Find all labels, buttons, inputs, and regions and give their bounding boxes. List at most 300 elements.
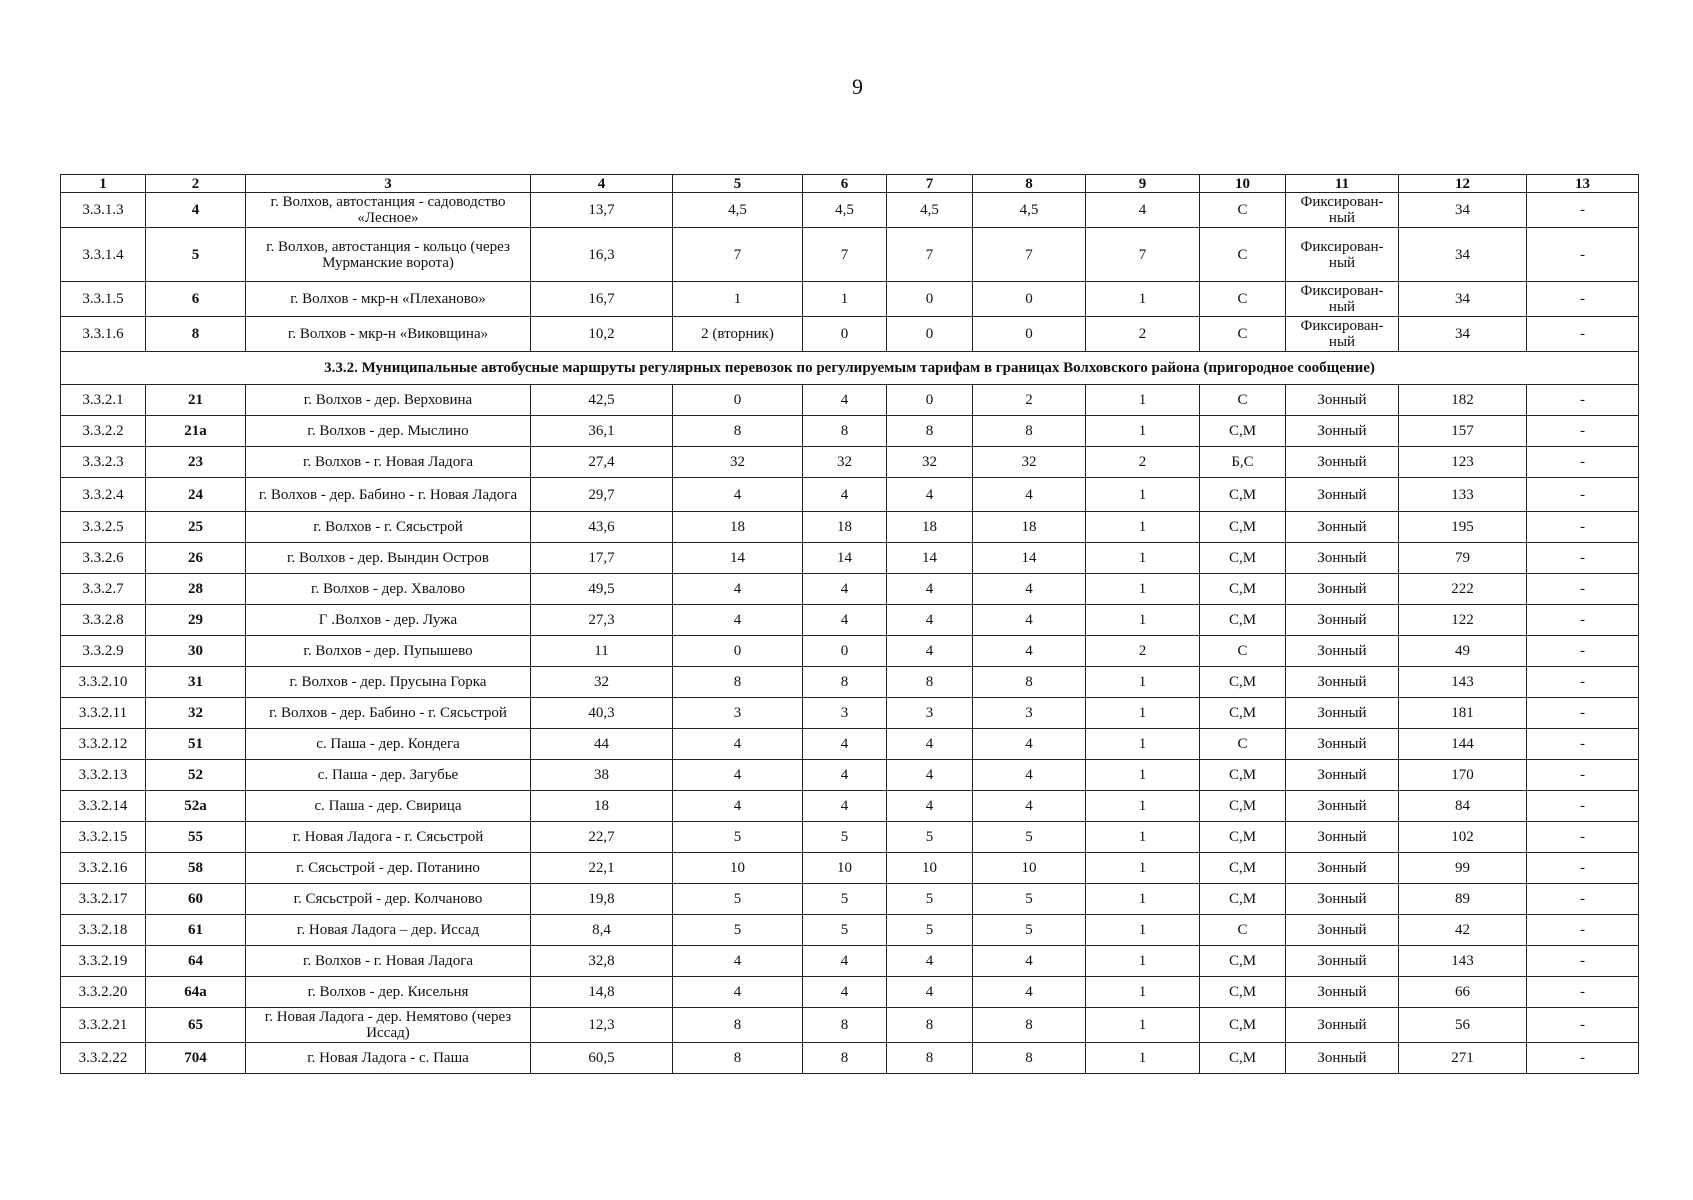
table-cell: 157 <box>1399 416 1527 447</box>
table-cell: 5 <box>673 884 803 915</box>
table-cell: 4,5 <box>887 193 973 228</box>
table-cell: 1 <box>1086 698 1200 729</box>
table-cell: г. Волхов - г. Новая Ладога <box>246 946 531 977</box>
table-cell: 4 <box>973 977 1086 1008</box>
table-row <box>61 698 1639 729</box>
table-cell: г. Волхов - мкр-н «Виковщина» <box>246 317 531 352</box>
table-cell: 5 <box>973 884 1086 915</box>
table-cell: 1 <box>1086 416 1200 447</box>
table-cell: 0 <box>803 317 887 352</box>
table-cell: 23 <box>146 447 246 478</box>
table-cell: С <box>1200 636 1286 667</box>
table-cell: Зонный <box>1286 512 1399 543</box>
table-cell: - <box>1527 543 1639 574</box>
table-cell: 32 <box>531 667 673 698</box>
table-cell: 122 <box>1399 605 1527 636</box>
table-cell: г. Волхов - дер. Кисельня <box>246 977 531 1008</box>
table-cell: 3.3.2.19 <box>61 946 146 977</box>
table-cell: 25 <box>146 512 246 543</box>
table-cell: 1 <box>1086 478 1200 512</box>
table-cell: 3 <box>973 698 1086 729</box>
table-cell: 8 <box>673 667 803 698</box>
table-cell: 4 <box>673 760 803 791</box>
table-cell: 89 <box>1399 884 1527 915</box>
table-cell: - <box>1527 1043 1639 1074</box>
table-cell: С <box>1200 282 1286 317</box>
table-cell: 5 <box>803 884 887 915</box>
table-cell: 0 <box>887 282 973 317</box>
table-cell: 18 <box>673 512 803 543</box>
table-cell: 29 <box>146 605 246 636</box>
table-cell: 3.3.1.4 <box>61 228 146 282</box>
table-cell: г. Новая Ладога – дер. Иссад <box>246 915 531 946</box>
table-cell: 5 <box>146 228 246 282</box>
table-cell: С,М <box>1200 605 1286 636</box>
table-row <box>61 543 1639 574</box>
table-cell: Зонный <box>1286 605 1399 636</box>
table-row <box>61 729 1639 760</box>
table-cell: 0 <box>973 282 1086 317</box>
table-cell: 4 <box>803 946 887 977</box>
table-cell: 34 <box>1399 228 1527 282</box>
table-cell: Зонный <box>1286 760 1399 791</box>
table-cell: 10 <box>973 853 1086 884</box>
table-cell: 4 <box>973 729 1086 760</box>
table-cell: 3.3.2.11 <box>61 698 146 729</box>
table-cell: 2 <box>973 385 1086 416</box>
table-cell: 0 <box>673 385 803 416</box>
table-cell: 8 <box>973 1008 1086 1043</box>
table-cell: г. Волхов - г. Сясьстрой <box>246 512 531 543</box>
table-cell: с. Паша - дер. Загубье <box>246 760 531 791</box>
table-cell: 40,3 <box>531 698 673 729</box>
table-cell: 4,5 <box>973 193 1086 228</box>
table-cell: 55 <box>146 822 246 853</box>
table-cell: 34 <box>1399 193 1527 228</box>
table-cell: 3.3.2.10 <box>61 667 146 698</box>
table-cell: 4 <box>803 791 887 822</box>
table-cell: 1 <box>1086 282 1200 317</box>
table-row <box>61 667 1639 698</box>
table-cell: Зонный <box>1286 791 1399 822</box>
table-cell: г. Волхов - дер. Бабино - г. Новая Ладога <box>246 478 531 512</box>
table-cell: 6 <box>146 282 246 317</box>
table-cell: 7 <box>1086 228 1200 282</box>
table-cell: С,М <box>1200 946 1286 977</box>
table-cell: 3.3.1.5 <box>61 282 146 317</box>
table-cell: 0 <box>973 317 1086 352</box>
table-cell: - <box>1527 416 1639 447</box>
table-cell: г. Сясьстрой - дер. Колчаново <box>246 884 531 915</box>
table-cell: 8 <box>673 1008 803 1043</box>
table-cell: 27,4 <box>531 447 673 478</box>
table-cell: 195 <box>1399 512 1527 543</box>
table-row <box>61 1008 1639 1043</box>
table-cell: 4 <box>1086 193 1200 228</box>
table-cell: - <box>1527 447 1639 478</box>
table-cell: Зонный <box>1286 416 1399 447</box>
table-cell: - <box>1527 977 1639 1008</box>
table-cell: 8 <box>803 1008 887 1043</box>
table-cell: 1 <box>1086 853 1200 884</box>
table-cell: 7 <box>803 228 887 282</box>
table-cell: 5 <box>973 915 1086 946</box>
table-cell: 79 <box>1399 543 1527 574</box>
table-cell: 12,3 <box>531 1008 673 1043</box>
table-cell: - <box>1527 385 1639 416</box>
table-cell: 1 <box>1086 915 1200 946</box>
table-cell: 3.3.2.14 <box>61 791 146 822</box>
table-cell: 49 <box>1399 636 1527 667</box>
table-cell: 4 <box>673 977 803 1008</box>
section-heading: 3.3.2. Муниципальные автобусные маршруты регулярных перевозок по регулируемым тарифам в границах Волховского района (пригородное сообщение) <box>61 352 1639 385</box>
table-cell: 4 <box>887 791 973 822</box>
table-cell: 1 <box>1086 385 1200 416</box>
table-cell: Зонный <box>1286 915 1399 946</box>
table-row <box>61 385 1639 416</box>
table-cell: 4 <box>973 946 1086 977</box>
table-cell: Фиксирован-ный <box>1286 282 1399 317</box>
table-cell: 5 <box>803 915 887 946</box>
table-cell: С,М <box>1200 416 1286 447</box>
table-cell: 1 <box>1086 946 1200 977</box>
table-cell: г. Волхов - дер. Пупышево <box>246 636 531 667</box>
table-cell: 18 <box>887 512 973 543</box>
table-cell: - <box>1527 478 1639 512</box>
column-header: 10 <box>1200 175 1286 193</box>
routes-table <box>60 174 1639 1074</box>
table-cell: Фиксирован-ный <box>1286 228 1399 282</box>
table-cell: Зонный <box>1286 543 1399 574</box>
table-cell: 8,4 <box>531 915 673 946</box>
table-cell: 4 <box>973 478 1086 512</box>
table-cell: 4 <box>803 977 887 1008</box>
table-cell: 4 <box>803 760 887 791</box>
table-row <box>61 915 1639 946</box>
table-cell: С,М <box>1200 1008 1286 1043</box>
table-cell: С,М <box>1200 977 1286 1008</box>
table-cell: 144 <box>1399 729 1527 760</box>
table-cell: - <box>1527 946 1639 977</box>
table-cell: 27,3 <box>531 605 673 636</box>
table-cell: 16,3 <box>531 228 673 282</box>
table-cell: 52 <box>146 760 246 791</box>
table-cell: С,М <box>1200 543 1286 574</box>
column-header: 9 <box>1086 175 1200 193</box>
table-cell: 31 <box>146 667 246 698</box>
column-header: 12 <box>1399 175 1527 193</box>
table-cell: 21 <box>146 385 246 416</box>
table-cell: 4 <box>803 385 887 416</box>
table-cell: 26 <box>146 543 246 574</box>
table-cell: 0 <box>887 385 973 416</box>
table-cell: 19,8 <box>531 884 673 915</box>
table-cell: 143 <box>1399 667 1527 698</box>
table-cell: 3 <box>803 698 887 729</box>
table-cell: - <box>1527 193 1639 228</box>
table-cell: 14,8 <box>531 977 673 1008</box>
table-cell: С,М <box>1200 822 1286 853</box>
table-cell: 14 <box>973 543 1086 574</box>
table-cell: 21а <box>146 416 246 447</box>
table-cell: Зонный <box>1286 1008 1399 1043</box>
table-cell: 2 <box>1086 447 1200 478</box>
table-cell: С,М <box>1200 884 1286 915</box>
table-cell: 4 <box>973 605 1086 636</box>
table-cell: - <box>1527 605 1639 636</box>
table-cell: - <box>1527 282 1639 317</box>
table-cell: 5 <box>673 822 803 853</box>
table-row <box>61 946 1639 977</box>
table-cell: 0 <box>673 636 803 667</box>
table-cell: - <box>1527 729 1639 760</box>
table-cell: 1 <box>1086 791 1200 822</box>
table-cell: 14 <box>673 543 803 574</box>
table-cell: С,М <box>1200 791 1286 822</box>
table-cell: - <box>1527 698 1639 729</box>
table-cell: 3.3.2.9 <box>61 636 146 667</box>
table-cell: Зонный <box>1286 884 1399 915</box>
table-cell: 704 <box>146 1043 246 1074</box>
table-cell: Зонный <box>1286 447 1399 478</box>
table-row <box>61 1043 1639 1074</box>
table-cell: 51 <box>146 729 246 760</box>
table-cell: 4 <box>887 977 973 1008</box>
table-cell: С,М <box>1200 698 1286 729</box>
table-cell: 1 <box>673 282 803 317</box>
table-cell: - <box>1527 822 1639 853</box>
table-row <box>61 884 1639 915</box>
table-cell: 3.3.1.3 <box>61 193 146 228</box>
table-cell: С,М <box>1200 667 1286 698</box>
table-cell: 1 <box>1086 884 1200 915</box>
table-cell: 8 <box>887 416 973 447</box>
table-cell: 3.3.2.20 <box>61 977 146 1008</box>
table-cell: 8 <box>803 667 887 698</box>
table-cell: 32 <box>973 447 1086 478</box>
table-cell: 3.3.2.4 <box>61 478 146 512</box>
table-cell: - <box>1527 228 1639 282</box>
table-cell: 3 <box>887 698 973 729</box>
table-cell: г. Волхов - дер. Мыслино <box>246 416 531 447</box>
table-cell: 1 <box>803 282 887 317</box>
table-cell: 8 <box>887 1008 973 1043</box>
table-cell: 10 <box>673 853 803 884</box>
table-cell: С,М <box>1200 1043 1286 1074</box>
table-cell: 38 <box>531 760 673 791</box>
table-cell: 18 <box>973 512 1086 543</box>
table-cell: 32 <box>803 447 887 478</box>
table-cell: г. Сясьстрой - дер. Потанино <box>246 853 531 884</box>
table-cell: 64а <box>146 977 246 1008</box>
table-cell: 4 <box>973 574 1086 605</box>
table-cell: 0 <box>887 317 973 352</box>
table-cell: 36,1 <box>531 416 673 447</box>
table-cell: - <box>1527 1008 1639 1043</box>
table-cell: 30 <box>146 636 246 667</box>
table-cell: Фиксирован-ный <box>1286 193 1399 228</box>
table-cell: 8 <box>673 416 803 447</box>
column-header: 11 <box>1286 175 1399 193</box>
table-row <box>61 760 1639 791</box>
table-cell: 8 <box>803 416 887 447</box>
table-cell: С <box>1200 385 1286 416</box>
table-cell: г. Волхов - мкр-н «Плеханово» <box>246 282 531 317</box>
table-cell: 52а <box>146 791 246 822</box>
table-cell: 44 <box>531 729 673 760</box>
table-cell: 8 <box>146 317 246 352</box>
table-cell: 5 <box>887 822 973 853</box>
table-cell: 3.3.2.5 <box>61 512 146 543</box>
table-cell: 8 <box>973 667 1086 698</box>
table-cell: 17,7 <box>531 543 673 574</box>
table-cell: 3.3.2.16 <box>61 853 146 884</box>
table-row <box>61 636 1639 667</box>
table-cell: 4,5 <box>673 193 803 228</box>
table-cell: 3.3.2.22 <box>61 1043 146 1074</box>
table-cell: 4 <box>673 791 803 822</box>
page-number: 9 <box>852 74 863 99</box>
table-cell: Зонный <box>1286 698 1399 729</box>
table-cell: С,М <box>1200 478 1286 512</box>
table-cell: - <box>1527 760 1639 791</box>
table-cell: 8 <box>887 1043 973 1074</box>
table-cell: 4 <box>973 760 1086 791</box>
table-cell: С <box>1200 317 1286 352</box>
table-cell: 4 <box>973 791 1086 822</box>
column-header: 1 <box>61 175 146 193</box>
table-cell: 4 <box>887 946 973 977</box>
table-cell: С,М <box>1200 760 1286 791</box>
table-cell: 1 <box>1086 512 1200 543</box>
table-cell: 32,8 <box>531 946 673 977</box>
table-cell: 4 <box>673 574 803 605</box>
table-header-row <box>61 175 1639 193</box>
table-row <box>61 193 1639 228</box>
table-cell: 222 <box>1399 574 1527 605</box>
table-cell: С <box>1200 915 1286 946</box>
table-cell: 4 <box>803 729 887 760</box>
table-cell: - <box>1527 636 1639 667</box>
table-cell: с. Паша - дер. Кондега <box>246 729 531 760</box>
table-cell: г. Новая Ладога - г. Сясьстрой <box>246 822 531 853</box>
table-cell: 3.3.2.13 <box>61 760 146 791</box>
table-cell: 99 <box>1399 853 1527 884</box>
table-cell: 4 <box>803 574 887 605</box>
table-cell: 32 <box>887 447 973 478</box>
table-cell: 2 <box>1086 317 1200 352</box>
table-cell: 7 <box>887 228 973 282</box>
table-row <box>61 574 1639 605</box>
table-cell: 102 <box>1399 822 1527 853</box>
table-cell: 5 <box>673 915 803 946</box>
table-cell: 3.3.2.6 <box>61 543 146 574</box>
table-cell: 4 <box>887 574 973 605</box>
table-cell: - <box>1527 915 1639 946</box>
table-cell: 4 <box>146 193 246 228</box>
table-cell: Зонный <box>1286 946 1399 977</box>
table-row <box>61 791 1639 822</box>
table-cell: 3.3.2.3 <box>61 447 146 478</box>
table-cell: Зонный <box>1286 667 1399 698</box>
table-cell: - <box>1527 512 1639 543</box>
table-cell: 4 <box>673 605 803 636</box>
table-cell: С,М <box>1200 512 1286 543</box>
table-cell: 1 <box>1086 543 1200 574</box>
table-cell: 34 <box>1399 317 1527 352</box>
table-cell: 4 <box>887 636 973 667</box>
table-row <box>61 853 1639 884</box>
table-cell: 1 <box>1086 822 1200 853</box>
table-cell: 4 <box>673 946 803 977</box>
table-row <box>61 416 1639 447</box>
table-cell: 14 <box>803 543 887 574</box>
table-cell: 4 <box>973 636 1086 667</box>
table-cell: 271 <box>1399 1043 1527 1074</box>
table-cell: с. Паша - дер. Свирица <box>246 791 531 822</box>
table-cell: 28 <box>146 574 246 605</box>
table-cell: С,М <box>1200 574 1286 605</box>
table-cell: - <box>1527 667 1639 698</box>
table-cell: 5 <box>887 915 973 946</box>
table-cell: 1 <box>1086 605 1200 636</box>
table-cell: г. Волхов - дер. Хвалово <box>246 574 531 605</box>
table-cell: 1 <box>1086 760 1200 791</box>
table-cell: Зонный <box>1286 977 1399 1008</box>
table-cell: 49,5 <box>531 574 673 605</box>
table-cell: 11 <box>531 636 673 667</box>
column-header: 5 <box>673 175 803 193</box>
table-cell: 0 <box>803 636 887 667</box>
table-cell: 2 <box>1086 636 1200 667</box>
table-cell: 3.3.2.1 <box>61 385 146 416</box>
table-cell: 4,5 <box>803 193 887 228</box>
table-cell: 8 <box>673 1043 803 1074</box>
column-header: 6 <box>803 175 887 193</box>
table-cell: г. Волхов - дер. Верховина <box>246 385 531 416</box>
table-cell: 4 <box>803 605 887 636</box>
table-cell: 58 <box>146 853 246 884</box>
table-cell: 5 <box>803 822 887 853</box>
table-cell: 22,7 <box>531 822 673 853</box>
table-cell: 18 <box>531 791 673 822</box>
table-cell: г. Волхов - г. Новая Ладога <box>246 447 531 478</box>
column-header: 4 <box>531 175 673 193</box>
table-row <box>61 822 1639 853</box>
table-cell: 42 <box>1399 915 1527 946</box>
table-cell: 8 <box>887 667 973 698</box>
table-cell: 22,1 <box>531 853 673 884</box>
table-cell: г. Волхов, автостанция - кольцо (через Мурманские ворота) <box>246 228 531 282</box>
table-cell: 1 <box>1086 729 1200 760</box>
table-cell: 42,5 <box>531 385 673 416</box>
table-row <box>61 512 1639 543</box>
table-cell: 2 (вторник) <box>673 317 803 352</box>
table-cell: г. Новая Ладога - с. Паша <box>246 1043 531 1074</box>
table-cell: - <box>1527 853 1639 884</box>
column-header: 3 <box>246 175 531 193</box>
table-cell: 65 <box>146 1008 246 1043</box>
table-cell: 32 <box>146 698 246 729</box>
table-cell: Зонный <box>1286 478 1399 512</box>
table-cell: 14 <box>887 543 973 574</box>
table-cell: 5 <box>973 822 1086 853</box>
table-cell: 13,7 <box>531 193 673 228</box>
table-cell: г. Новая Ладога - дер. Немятово (через Иссад) <box>246 1008 531 1043</box>
table-cell: 3.3.2.21 <box>61 1008 146 1043</box>
table-cell: 3.3.2.2 <box>61 416 146 447</box>
table-cell: Зонный <box>1286 385 1399 416</box>
